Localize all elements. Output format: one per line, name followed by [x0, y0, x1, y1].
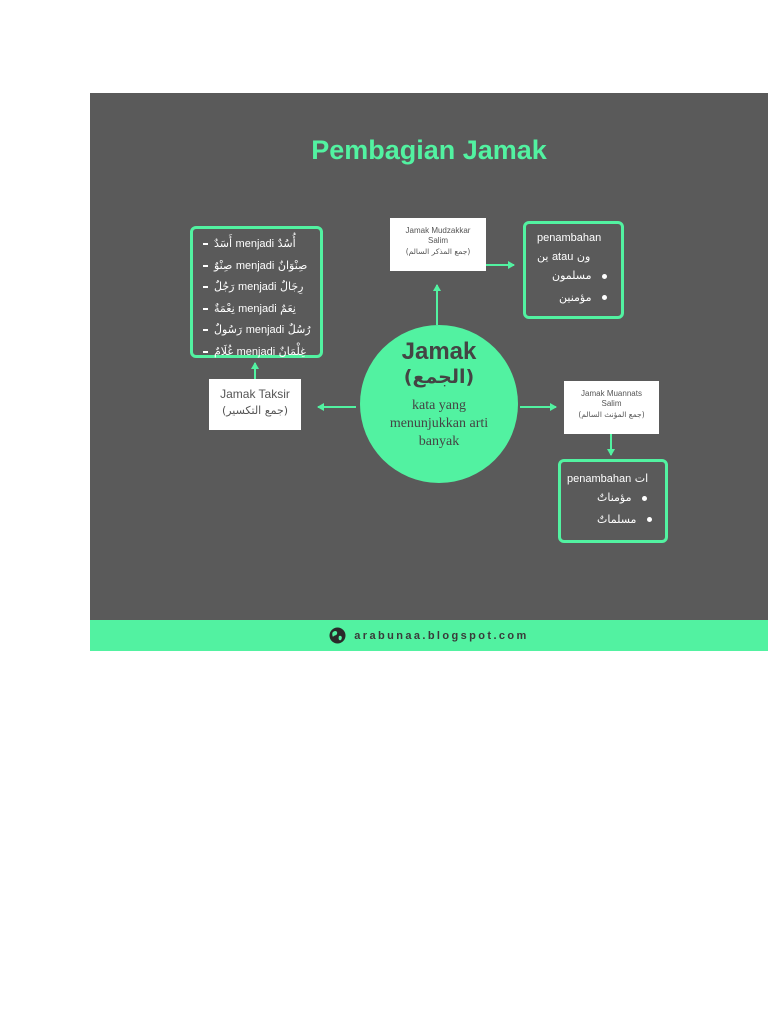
taksir-plural: نِعَمٌ	[280, 301, 296, 315]
muannats-suffix-line	[567, 472, 665, 485]
muannats-label-2: Salim	[601, 399, 622, 408]
muannats-suffix-label: penambahan	[567, 473, 632, 485]
taksir-singular: رَجُلٌ	[214, 280, 235, 293]
taksir-arabic: (جمع التكسير)	[221, 404, 289, 417]
mudzakkar-suffix-or: atau	[551, 251, 574, 263]
mudzakkar-examples-list	[537, 265, 621, 308]
bullet-icon	[203, 243, 208, 245]
taksir-joiner: menjadi	[237, 281, 277, 293]
globe-icon	[329, 627, 346, 644]
center-arabic: (الجمع)	[403, 366, 475, 388]
mudzakkar-suffix-b: ون	[576, 250, 591, 263]
footer-url: arabunaa.blogspot.com	[354, 629, 529, 642]
mudzakkar-example-text: مؤمنين	[559, 290, 592, 304]
center-desc	[360, 397, 518, 451]
center-desc-line-3: banyak	[418, 434, 460, 449]
taksir-label: Jamak Taksir	[220, 387, 290, 401]
bullet-icon	[203, 308, 208, 310]
footer-bar	[90, 620, 768, 651]
center-desc-line-1: kata yang	[411, 398, 467, 413]
taksir-joiner: menjadi	[235, 238, 275, 250]
mudzakkar-suffix-a: ين	[537, 250, 549, 263]
taksir-singular: أَسَدٌ	[214, 237, 233, 250]
muannats-label-1: Jamak Muannats	[581, 389, 642, 398]
taksir-singular: غُلَامٌ	[214, 344, 234, 358]
bullet-icon	[203, 351, 208, 353]
mudzakkar-label-box	[390, 218, 486, 271]
muannats-examples-list	[567, 487, 665, 530]
mudzakkar-example-item	[537, 265, 607, 287]
mudzakkar-suffix-label: penambahan	[537, 232, 602, 244]
mudzakkar-arabic: (جمع المذكر السالم)	[405, 247, 471, 256]
taksir-joiner: menjadi	[238, 302, 277, 315]
taksir-plural: رِجَالٌ	[279, 280, 304, 293]
diagram-panel	[90, 93, 768, 651]
muannats-suffix-box	[558, 459, 668, 543]
taksir-label-box	[209, 379, 301, 430]
taksir-singular: صِنْوٌ	[214, 258, 233, 272]
taksir-joiner: menjadi	[235, 259, 275, 272]
mudzakkar-suffix-line	[537, 250, 621, 263]
taksir-example-item	[203, 319, 320, 341]
taksir-example-item	[203, 255, 320, 277]
muannats-label-box	[564, 381, 659, 434]
bullet-icon	[602, 274, 607, 279]
muannats-arabic: (جمع المؤنث السالم)	[578, 410, 645, 419]
muannats-example-text: مسلماتٌ	[597, 512, 637, 526]
taksir-singular: رَسُولٌ	[214, 323, 243, 336]
page-title: Pembagian Jamak	[311, 135, 547, 165]
bullet-icon	[642, 496, 647, 501]
mudzakkar-label-2: Salim	[427, 236, 448, 245]
muannats-example-text: مؤمناتٌ	[597, 491, 632, 504]
taksir-plural: رُسُلٌ	[287, 323, 311, 336]
bullet-icon	[647, 517, 652, 522]
center-circle	[360, 325, 518, 483]
center-heading: Jamak	[401, 338, 477, 365]
mudzakkar-example-text: مسلمون	[552, 269, 592, 282]
taksir-example-item	[203, 341, 320, 363]
taksir-example-item	[203, 233, 320, 255]
taksir-joiner: menjadi	[245, 324, 285, 336]
mudzakkar-label-1: Jamak Mudzakkar	[405, 226, 471, 235]
taksir-example-item	[203, 298, 320, 320]
taksir-examples-box	[190, 226, 323, 358]
taksir-plural: غِلْمَانٌ	[278, 344, 306, 358]
taksir-examples-list	[203, 233, 320, 362]
muannats-example-item	[597, 509, 665, 531]
bullet-icon	[203, 265, 208, 267]
muannats-example-item	[597, 487, 665, 509]
mudzakkar-suffix-box	[523, 221, 624, 319]
taksir-plural: أُسُدٌ	[277, 237, 296, 250]
bullet-icon	[203, 329, 208, 331]
taksir-joiner: menjadi	[236, 345, 276, 358]
bullet-icon	[602, 295, 607, 300]
taksir-plural: صِنْوَانٌ	[277, 258, 308, 272]
center-desc-line-2: menunjukkan arti	[389, 416, 489, 431]
mudzakkar-example-item	[537, 287, 607, 309]
taksir-example-item	[203, 276, 320, 298]
taksir-singular: نِعْمَةٌ	[214, 301, 235, 315]
bullet-icon	[203, 286, 208, 288]
muannats-suffix-a: ات	[634, 472, 649, 485]
